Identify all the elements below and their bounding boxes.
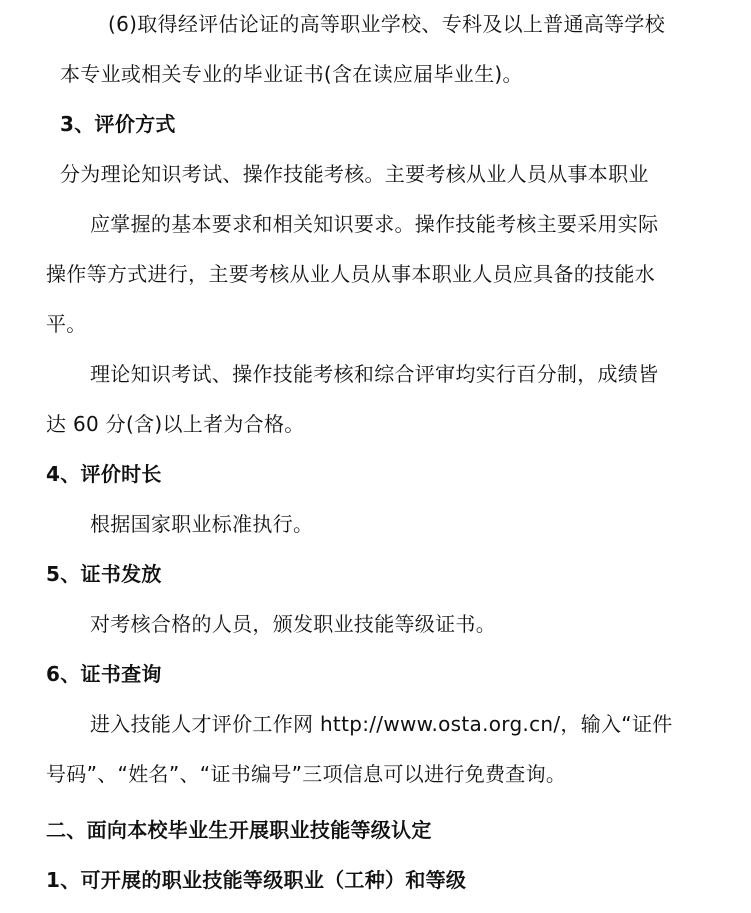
section3-p2-line1: 理论知识考试、操作技能考核和综合评审均实行百分制，成绩皆 xyxy=(90,362,659,386)
section6-p1-line2: 号码”、“姓名”、“证书编号”三项信息可以进行免费查询。 xyxy=(46,762,567,786)
section5-heading: 5、证书发放 xyxy=(46,562,162,586)
section4-p1: 根据国家职业标准执行。 xyxy=(90,512,314,536)
section3-heading: 3、评价方式 xyxy=(60,112,176,136)
section3-p1-line2: 应掌握的基本要求和相关知识要求。操作技能考核主要采用实际 xyxy=(90,212,659,236)
part2-heading: 二、面向本校毕业生开展职业技能等级认定 xyxy=(46,818,432,842)
part2-sub1-heading: 1、可开展的职业技能等级职业（工种）和等级 xyxy=(46,868,467,892)
item6-line1: (6)取得经评估论证的高等职业学校、专科及以上普通高等学校 xyxy=(108,12,666,36)
item6-line2: 本专业或相关专业的毕业证书(含在读应届毕业生)。 xyxy=(60,62,523,86)
section3-p1-line3: 操作等方式进行，主要考核从业人员从事本职业人员应具备的技能水 xyxy=(46,262,655,286)
section3-p2-line2: 达 60 分(含)以上者为合格。 xyxy=(46,412,305,436)
section3-p1-line4: 平。 xyxy=(46,312,87,336)
section4-heading: 4、评价时长 xyxy=(46,462,162,486)
section5-p1: 对考核合格的人员，颁发职业技能等级证书。 xyxy=(90,612,496,636)
section6-heading: 6、证书查询 xyxy=(46,662,162,686)
section6-p1-line1: 进入技能人才评价工作网 http://www.osta.org.cn/，输入“证件 xyxy=(90,712,673,736)
section3-p1-line1: 分为理论知识考试、操作技能考核。主要考核从业人员从事本职业 xyxy=(60,162,649,186)
